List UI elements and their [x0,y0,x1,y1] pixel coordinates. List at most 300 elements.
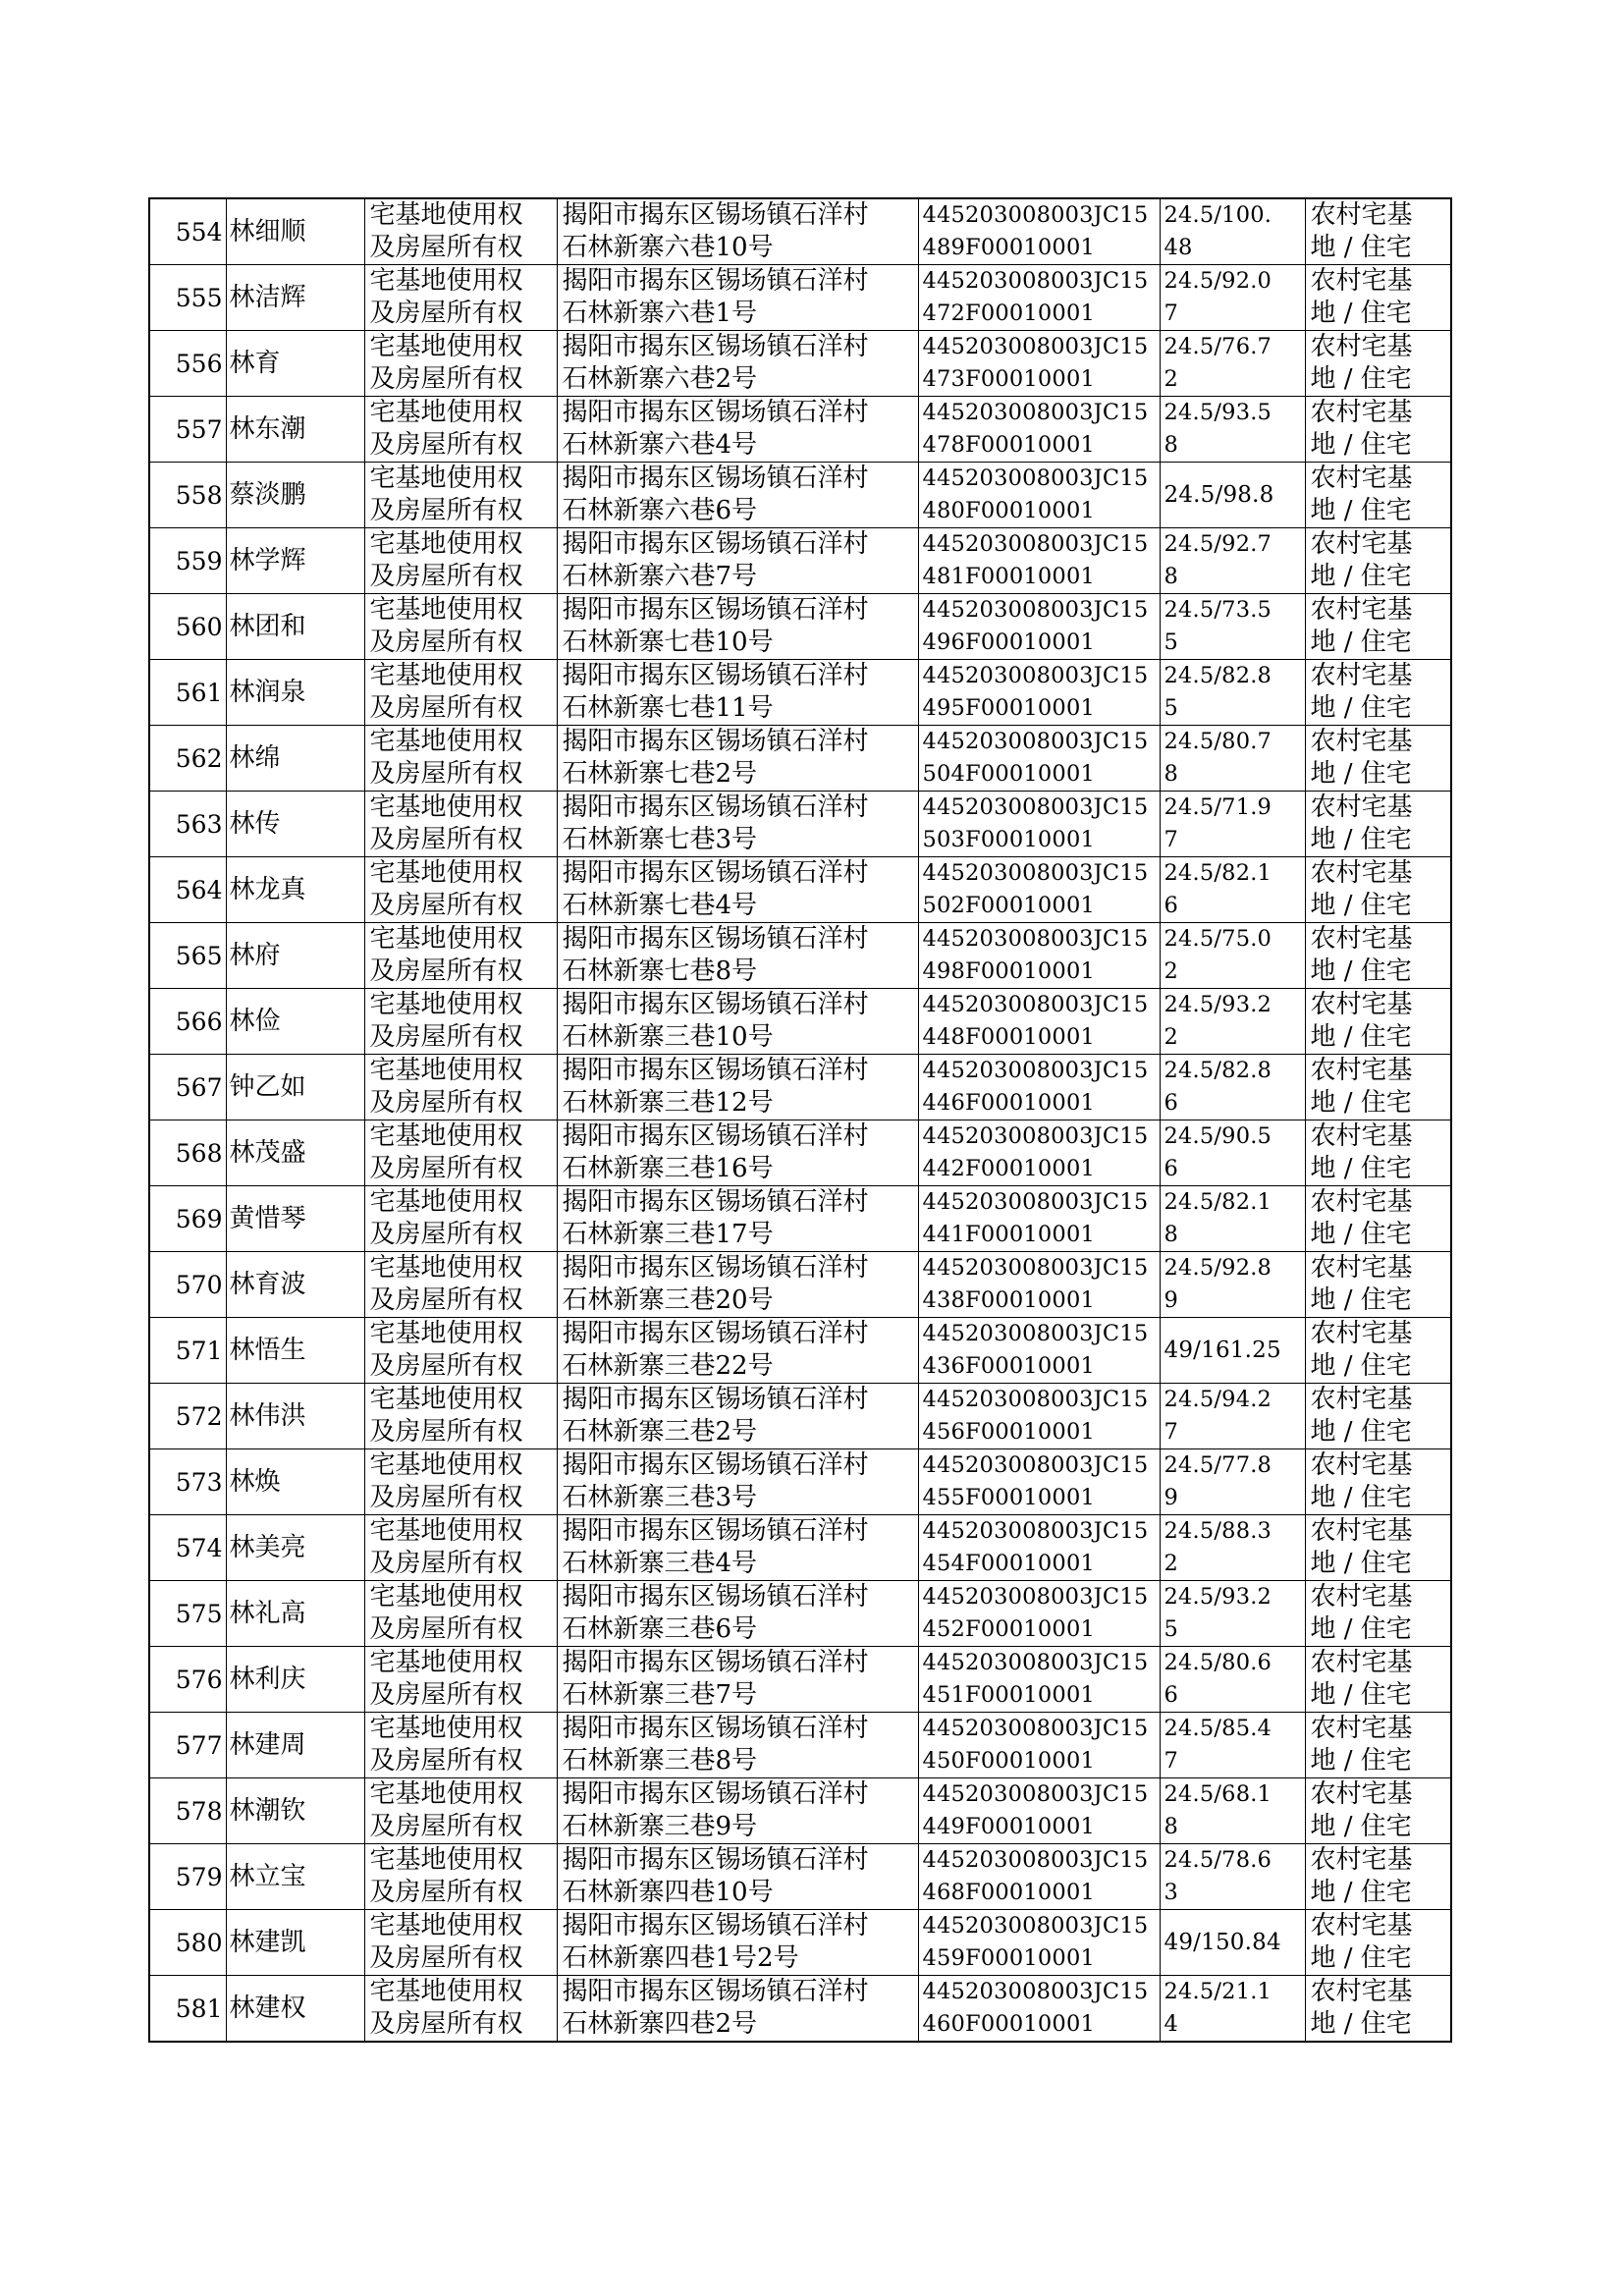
right-type-cell [364,594,557,660]
address-line: 揭阳市揭东区锡场镇石洋村 [562,1187,869,1217]
area-cell [1160,660,1305,726]
land-use-cell [1305,726,1451,792]
right-type-line: 宅基地使用权 [369,1516,523,1546]
area-cell [1160,397,1305,463]
land-use-line: 地 / 住宅 [1310,496,1412,525]
land-use-line: 农村宅基 [1310,1187,1413,1217]
unit-code-cell [918,1581,1160,1647]
property-rights-table [148,197,1452,2043]
right-type-line: 宅基地使用权 [369,727,523,756]
right-type-line: 宅基地使用权 [369,1253,523,1283]
right-type-cell [364,1186,557,1252]
right-type-line: 宅基地使用权 [369,858,523,888]
area-line: 24.5/80.7 [1164,729,1272,754]
unit-code-cell [918,1055,1160,1120]
area-line: 24.5/93.2 [1164,1584,1272,1610]
area-line: 6 [1164,893,1179,918]
area-line: 8 [1164,564,1179,589]
right-type-line: 宅基地使用权 [369,1319,523,1348]
address-line: 石林新寨三巷20号 [562,1285,774,1315]
land-use-cell [1305,923,1451,989]
area-cell [1160,463,1305,528]
area-line: 5 [1164,1616,1179,1642]
address-line: 石林新寨三巷4号 [562,1549,758,1578]
land-use-line: 地 / 住宅 [1310,825,1412,854]
land-use-cell [1305,1449,1451,1515]
area-cell [1160,1120,1305,1186]
unit-code-line: 445203008003JC15 [922,1650,1149,1675]
right-type-line: 宅基地使用权 [369,1121,523,1151]
unit-code-line: 445203008003JC15 [922,1979,1149,2004]
row-number-cell: 577 [149,1713,226,1778]
table-row [149,1515,1451,1581]
unit-code-line: 445203008003JC15 [922,465,1149,491]
table-row [149,726,1451,792]
unit-code-line: 445203008003JC15 [922,1123,1149,1149]
table-row [149,1581,1451,1647]
right-type-line: 宅基地使用权 [369,200,523,230]
unit-code-line: 502F00010001 [922,893,1095,918]
land-use-line: 农村宅基 [1310,398,1413,427]
area-cell [1160,792,1305,857]
address-cell [557,198,918,265]
right-type-line: 宅基地使用权 [369,464,523,493]
area-cell [1160,528,1305,594]
land-use-line: 地 / 住宅 [1310,759,1412,789]
address-line: 石林新寨七巷10号 [562,628,774,657]
area-cell [1160,594,1305,660]
row-number-cell: 556 [149,331,226,397]
table-row [149,857,1451,923]
table-row [149,1384,1451,1449]
land-use-line: 农村宅基 [1310,1582,1413,1612]
owner-name-cell: 蔡淡鹏 [226,463,364,528]
area-cell [1160,726,1305,792]
address-line: 石林新寨六巷7号 [562,562,758,591]
owner-name-cell: 林育波 [226,1252,364,1318]
address-cell [557,1778,918,1844]
land-use-line: 地 / 住宅 [1310,1549,1412,1578]
unit-code-line: 445203008003JC15 [922,1518,1149,1544]
row-number-cell: 563 [149,792,226,857]
address-line: 石林新寨六巷6号 [562,496,758,525]
row-number-cell: 561 [149,660,226,726]
land-use-line: 农村宅基 [1310,792,1413,822]
land-use-line: 地 / 住宅 [1310,1351,1412,1381]
land-use-line: 农村宅基 [1310,1516,1413,1546]
right-type-cell [364,989,557,1055]
right-type-cell [364,1581,557,1647]
land-use-line: 地 / 住宅 [1310,1154,1412,1183]
land-use-line: 农村宅基 [1310,1385,1413,1414]
address-line: 石林新寨三巷3号 [562,1483,758,1512]
address-line: 揭阳市揭东区锡场镇石洋村 [562,332,869,361]
area-line: 24.5/100. [1164,202,1272,228]
land-use-line: 农村宅基 [1310,200,1413,230]
right-type-line: 宅基地使用权 [369,1714,523,1743]
right-type-line: 及房屋所有权 [369,1351,523,1381]
unit-code-line: 473F00010001 [922,366,1095,392]
area-line: 24.5/78.6 [1164,1847,1272,1873]
address-line: 揭阳市揭东区锡场镇石洋村 [562,792,869,822]
land-use-line: 农村宅基 [1310,464,1413,493]
address-cell [557,1844,918,1910]
address-line: 揭阳市揭东区锡场镇石洋村 [562,529,869,559]
table-body [149,198,1451,2042]
area-line: 7 [1164,1748,1179,1774]
land-use-line: 地 / 住宅 [1310,693,1412,723]
unit-code-cell [918,989,1160,1055]
unit-code-line: 442F00010001 [922,1156,1095,1181]
address-line: 石林新寨七巷8号 [562,956,758,986]
area-cell [1160,989,1305,1055]
address-line: 揭阳市揭东区锡场镇石洋村 [562,1056,869,1085]
area-line: 2 [1164,366,1179,392]
table-row [149,1186,1451,1252]
right-type-line: 宅基地使用权 [369,792,523,822]
right-type-line: 及房屋所有权 [369,1746,523,1776]
unit-code-line: 498F00010001 [922,958,1095,984]
area-line: 24.5/73.5 [1164,597,1272,623]
land-use-line: 地 / 住宅 [1310,1483,1412,1512]
right-type-line: 及房屋所有权 [369,1417,523,1447]
right-type-line: 及房屋所有权 [369,1812,523,1841]
row-number-cell: 568 [149,1120,226,1186]
area-cell [1160,198,1305,265]
right-type-line: 及房屋所有权 [369,1483,523,1512]
right-type-line: 及房屋所有权 [369,1088,523,1118]
owner-name-cell: 林龙真 [226,857,364,923]
right-type-line: 及房屋所有权 [369,1614,523,1644]
right-type-line: 宅基地使用权 [369,1056,523,1085]
area-line: 49/150.84 [1164,1929,1281,1955]
table-row [149,660,1451,726]
right-type-cell [364,1055,557,1120]
unit-code-line: 445203008003JC15 [922,400,1149,425]
land-use-cell [1305,1581,1451,1647]
table-row [149,1120,1451,1186]
land-use-cell [1305,1055,1451,1120]
unit-code-line: 495F00010001 [922,695,1095,721]
right-type-cell [364,1778,557,1844]
right-type-line: 及房屋所有权 [369,825,523,854]
address-cell [557,1515,918,1581]
address-line: 石林新寨七巷11号 [562,693,774,723]
land-use-line: 农村宅基 [1310,1845,1413,1875]
owner-name-cell: 林绵 [226,726,364,792]
address-line: 石林新寨三巷6号 [562,1614,758,1644]
right-type-cell [364,660,557,726]
row-number-cell: 573 [149,1449,226,1515]
unit-code-line: 448F00010001 [922,1024,1095,1050]
right-type-cell [364,1976,557,2043]
table-row [149,397,1451,463]
land-use-cell [1305,1186,1451,1252]
unit-code-cell [918,198,1160,265]
area-line: 5 [1164,695,1179,721]
address-line: 揭阳市揭东区锡场镇石洋村 [562,1582,869,1612]
land-use-cell [1305,792,1451,857]
unit-code-cell [918,463,1160,528]
right-type-cell [364,265,557,331]
right-type-cell [364,528,557,594]
unit-code-line: 480F00010001 [922,498,1095,523]
row-number-cell: 554 [149,198,226,265]
address-cell [557,1120,918,1186]
land-use-line: 地 / 住宅 [1310,1614,1412,1644]
area-line: 24.5/80.6 [1164,1650,1272,1675]
land-use-cell [1305,1252,1451,1318]
owner-name-cell: 林东潮 [226,397,364,463]
unit-code-line: 460F00010001 [922,2011,1095,2037]
unit-code-cell [918,1778,1160,1844]
land-use-line: 地 / 住宅 [1310,233,1412,262]
table-row [149,1252,1451,1318]
area-line: 24.5/68.1 [1164,1781,1272,1807]
area-line: 5 [1164,629,1179,655]
unit-code-line: 459F00010001 [922,1945,1095,1971]
right-type-line: 宅基地使用权 [369,924,523,954]
right-type-line: 宅基地使用权 [369,1977,523,2006]
unit-code-line: 481F00010001 [922,564,1095,589]
right-type-line: 及房屋所有权 [369,233,523,262]
right-type-line: 及房屋所有权 [369,628,523,657]
land-use-cell [1305,989,1451,1055]
unit-code-line: 472F00010001 [922,301,1095,326]
land-use-line: 地 / 住宅 [1310,364,1412,394]
unit-code-line: 445203008003JC15 [922,1781,1149,1807]
owner-name-cell: 林潮钦 [226,1778,364,1844]
owner-name-cell: 林团和 [226,594,364,660]
unit-code-cell [918,1515,1160,1581]
owner-name-cell: 林学辉 [226,528,364,594]
address-line: 石林新寨三巷9号 [562,1812,758,1841]
unit-code-line: 452F00010001 [922,1616,1095,1642]
unit-code-line: 441F00010001 [922,1222,1095,1247]
area-line: 49/161.25 [1164,1337,1281,1363]
right-type-line: 宅基地使用权 [369,661,523,690]
land-use-line: 地 / 住宅 [1310,1680,1412,1710]
right-type-cell [364,1713,557,1778]
area-line: 24.5/92.0 [1164,268,1272,294]
address-cell [557,528,918,594]
land-use-cell [1305,857,1451,923]
unit-code-line: 445203008003JC15 [922,1452,1149,1478]
row-number-cell: 570 [149,1252,226,1318]
land-use-line: 农村宅基 [1310,1714,1413,1743]
address-line: 揭阳市揭东区锡场镇石洋村 [562,990,869,1019]
address-line: 石林新寨三巷12号 [562,1088,774,1118]
unit-code-cell [918,1318,1160,1384]
area-line: 24.5/75.0 [1164,926,1272,952]
area-cell [1160,1581,1305,1647]
owner-name-cell: 林俭 [226,989,364,1055]
row-number-cell: 560 [149,594,226,660]
table-row [149,1055,1451,1120]
address-line: 石林新寨三巷10号 [562,1022,774,1052]
address-cell [557,989,918,1055]
table-row [149,331,1451,397]
land-use-cell [1305,1647,1451,1713]
unit-code-line: 478F00010001 [922,432,1095,458]
owner-name-cell: 林利庆 [226,1647,364,1713]
unit-code-line: 489F00010001 [922,235,1095,260]
land-use-line: 农村宅基 [1310,1450,1413,1480]
row-number-cell: 575 [149,1581,226,1647]
area-cell [1160,923,1305,989]
address-line: 揭阳市揭东区锡场镇石洋村 [562,464,869,493]
right-type-cell [364,923,557,989]
right-type-line: 宅基地使用权 [369,332,523,361]
address-line: 石林新寨七巷4号 [562,891,758,920]
land-use-cell [1305,265,1451,331]
right-type-line: 及房屋所有权 [369,1022,523,1052]
right-type-line: 及房屋所有权 [369,1285,523,1315]
land-use-line: 地 / 住宅 [1310,430,1412,460]
unit-code-line: 445203008003JC15 [922,926,1149,952]
area-line: 24.5/82.8 [1164,1058,1272,1083]
unit-code-cell [918,1186,1160,1252]
area-cell [1160,1384,1305,1449]
right-type-cell [364,1647,557,1713]
area-line: 24.5/21.1 [1164,1979,1272,2004]
land-use-line: 地 / 住宅 [1310,1022,1412,1052]
owner-name-cell: 林伟洪 [226,1384,364,1449]
unit-code-cell [918,726,1160,792]
area-line: 24.5/85.4 [1164,1716,1272,1741]
right-type-line: 宅基地使用权 [369,1648,523,1677]
area-cell [1160,1449,1305,1515]
owner-name-cell: 林洁辉 [226,265,364,331]
area-line: 9 [1164,1485,1179,1510]
unit-code-cell [918,923,1160,989]
land-use-line: 农村宅基 [1310,332,1413,361]
area-cell [1160,331,1305,397]
row-number-cell: 558 [149,463,226,528]
right-type-cell [364,397,557,463]
address-line: 石林新寨四巷2号 [562,2009,758,2039]
address-line: 石林新寨四巷1号2号 [562,1943,799,1973]
land-use-cell [1305,1318,1451,1384]
area-cell [1160,1186,1305,1252]
address-line: 揭阳市揭东区锡场镇石洋村 [562,1779,869,1809]
right-type-line: 及房屋所有权 [369,891,523,920]
table-row [149,1449,1451,1515]
land-use-line: 地 / 住宅 [1310,1746,1412,1776]
land-use-line: 地 / 住宅 [1310,299,1412,328]
unit-code-cell [918,1910,1160,1976]
unit-code-cell [918,660,1160,726]
address-line: 揭阳市揭东区锡场镇石洋村 [562,1714,869,1743]
unit-code-line: 438F00010001 [922,1287,1095,1313]
right-type-cell [364,1120,557,1186]
unit-code-line: 454F00010001 [922,1551,1095,1576]
address-line: 揭阳市揭东区锡场镇石洋村 [562,398,869,427]
area-line: 8 [1164,1222,1179,1247]
area-line: 7 [1164,301,1179,326]
area-line: 24.5/82.8 [1164,663,1272,688]
unit-code-cell [918,1384,1160,1449]
unit-code-line: 445203008003JC15 [922,663,1149,688]
owner-name-cell: 黄惜琴 [226,1186,364,1252]
area-line: 24.5/82.1 [1164,1189,1272,1215]
area-line: 24.5/92.7 [1164,531,1272,557]
unit-code-cell [918,792,1160,857]
area-line: 6 [1164,1156,1179,1181]
unit-code-cell [918,1713,1160,1778]
address-line: 揭阳市揭东区锡场镇石洋村 [562,1319,869,1348]
right-type-line: 及房屋所有权 [369,496,523,525]
area-cell [1160,265,1305,331]
right-type-line: 及房屋所有权 [369,1549,523,1578]
right-type-line: 宅基地使用权 [369,1582,523,1612]
right-type-line: 及房屋所有权 [369,759,523,789]
unit-code-line: 449F00010001 [922,1814,1095,1839]
right-type-line: 宅基地使用权 [369,1450,523,1480]
right-type-line: 及房屋所有权 [369,562,523,591]
unit-code-line: 445203008003JC15 [922,1716,1149,1741]
right-type-cell [364,198,557,265]
unit-code-cell [918,1844,1160,1910]
unit-code-line: 445203008003JC15 [922,794,1149,820]
unit-code-line: 445203008003JC15 [922,1321,1149,1346]
land-use-line: 农村宅基 [1310,924,1413,954]
owner-name-cell: 钟乙如 [226,1055,364,1120]
land-use-cell [1305,1976,1451,2043]
owner-name-cell: 林美亮 [226,1515,364,1581]
right-type-cell [364,463,557,528]
address-cell [557,857,918,923]
table-row [149,1976,1451,2043]
area-line: 2 [1164,1024,1179,1050]
area-line: 24.5/93.5 [1164,400,1272,425]
land-use-line: 农村宅基 [1310,1319,1413,1348]
unit-code-cell [918,1120,1160,1186]
unit-code-cell [918,528,1160,594]
right-type-line: 及房屋所有权 [369,1943,523,1973]
area-line: 7 [1164,1419,1179,1445]
area-line: 8 [1164,1814,1179,1839]
right-type-line: 宅基地使用权 [369,595,523,625]
row-number-cell: 566 [149,989,226,1055]
table-row [149,1647,1451,1713]
land-use-line: 农村宅基 [1310,1253,1413,1283]
unit-code-cell [918,594,1160,660]
row-number-cell: 574 [149,1515,226,1581]
area-line: 2 [1164,1551,1179,1576]
address-cell [557,1976,918,2043]
table-row [149,923,1451,989]
right-type-line: 及房屋所有权 [369,2009,523,2039]
unit-code-cell [918,1647,1160,1713]
right-type-cell [364,1318,557,1384]
table-row [149,528,1451,594]
address-cell [557,726,918,792]
land-use-cell [1305,331,1451,397]
land-use-line: 地 / 住宅 [1310,1878,1412,1907]
unit-code-line: 445203008003JC15 [922,1387,1149,1412]
address-line: 石林新寨六巷10号 [562,233,774,262]
unit-code-line: 456F00010001 [922,1419,1095,1445]
unit-code-line: 445203008003JC15 [922,1189,1149,1215]
right-type-line: 宅基地使用权 [369,1187,523,1217]
right-type-line: 及房屋所有权 [369,299,523,328]
right-type-line: 宅基地使用权 [369,1779,523,1809]
land-use-line: 农村宅基 [1310,1121,1413,1151]
row-number-cell: 567 [149,1055,226,1120]
right-type-line: 及房屋所有权 [369,364,523,394]
area-line: 24.5/93.2 [1164,992,1272,1017]
